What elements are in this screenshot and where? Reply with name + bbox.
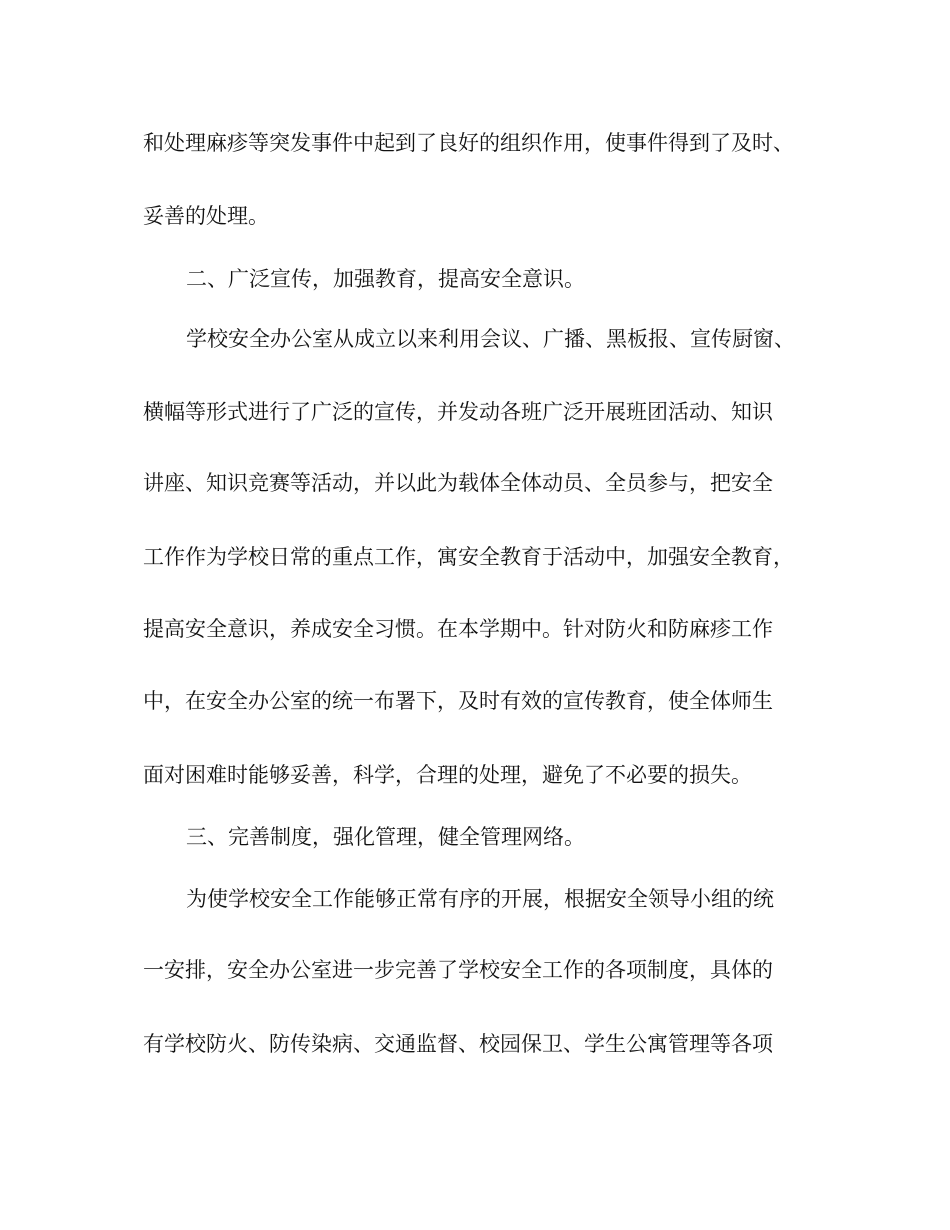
text-line: 面对困难时能够妥善，科学，合理的处理，避免了不必要的损失。 <box>143 763 752 787</box>
text-line: 妥善的处理。 <box>143 204 269 228</box>
paragraph-first-line: 为使学校安全工作能够正常有序的开展，根据安全领导小组的统 <box>186 887 774 911</box>
section-heading: 二、广泛宣传，加强教育，提高安全意识。 <box>186 267 585 291</box>
text-line: 一安排，安全办公室进一步完善了学校安全工作的各项制度，具体的 <box>143 958 773 982</box>
section-heading: 三、完善制度，强化管理，健全管理网络。 <box>186 825 585 849</box>
text-line: 和处理麻疹等突发事件中起到了良好的组织作用，使事件得到了及时、 <box>143 131 794 155</box>
text-line: 工作作为学校日常的重点工作，寓安全教育于活动中，加强安全教育， <box>143 545 794 569</box>
paragraph-first-line: 学校安全办公室从成立以来利用会议、广播、黑板报、宣传厨窗、 <box>186 327 795 351</box>
text-line: 提高安全意识，养成安全习惯。在本学期中。针对防火和防麻疹工作 <box>143 617 773 641</box>
text-line: 中，在安全办公室的统一布署下，及时有效的宣传教育，使全体师生 <box>143 689 773 713</box>
text-line: 横幅等形式进行了广泛的宣传，并发动各班广泛开展班团活动、知识 <box>143 400 773 424</box>
text-line: 讲座、知识竞赛等活动，并以此为载体全体动员、全员参与，把安全 <box>143 471 773 495</box>
text-line: 有学校防火、防传染病、交通监督、校园保卫、学生公寓管理等各项 <box>143 1032 773 1056</box>
